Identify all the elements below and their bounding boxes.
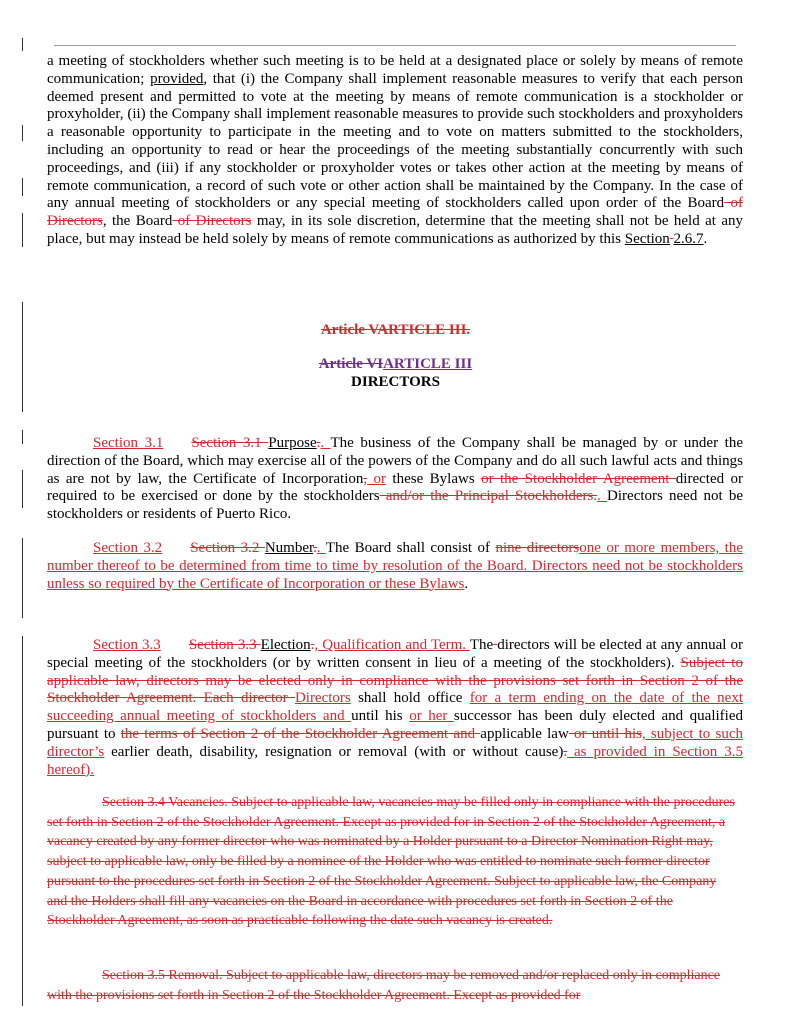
provided-term: provided: [150, 70, 204, 87]
text-run: In the case of any annual meeting of stockholders or any special meeting of stockholders called upon order of the Board: [47, 177, 743, 212]
section-heading: Purpose: [268, 435, 317, 451]
inserted-text: .: [320, 435, 331, 451]
change-bar: [22, 636, 23, 1006]
deleted-text: Section 3.2: [190, 540, 265, 556]
deleted-text: of Directors: [172, 213, 252, 230]
text-run: The business of the Company shall be managed by or under the direction of the Board, which may exercise all of the powers of the Company and do all such lawful acts and things as are not by law, the Certificate of Incorporation: [47, 435, 743, 487]
inserted-text: .: [316, 540, 326, 556]
section-heading: Number: [264, 540, 314, 556]
inserted-text: for a term ending on the date of the next succeeding annual meeting of stockholders and: [47, 690, 743, 725]
text-run: The Board shall consist of: [325, 540, 496, 556]
deleted-text: nine directors: [495, 540, 580, 556]
deleted-text: Section 3.1: [191, 435, 269, 451]
text-run: successor has been duly elected and qualified pursuant to: [47, 708, 743, 742]
inserted-text: .: [597, 488, 608, 505]
text-run: shall hold office: [350, 690, 470, 707]
inserted-text: Section 3.3: [93, 637, 161, 653]
text-run: stockholders (or by written: [191, 654, 366, 671]
deleted-text: ,: [363, 470, 368, 487]
text-run: until his: [351, 708, 410, 725]
text-run: , the: [102, 213, 136, 230]
inserted-text: or her: [409, 708, 454, 725]
section-reference: 2.6.7: [673, 230, 704, 247]
text-run: on matters submitted to the stockholders, including an opportunity to read or hear the proceedings of the meeting substantially concurrently with such proceedings, and (iii) if any stockholder or proxyholder votes or takes other action at the meeting by means of remote communication, a record of such vote or other action shall be maintained by the Company.: [47, 124, 743, 194]
text-run: earlier death, disability, resignation or removal (with or without cause): [104, 743, 564, 760]
section-3-4-deleted: Section 3.4 Vacancies. Subject to applicable law, vacancies may be filled only in compliance with the procedures set forth in Section 2 of the Stockholder Agreement. Except as provided for in Section 2 of the Stockholder Agreement, a vacancy created by any former director who was nominated by a Holder pursuant to a Director Nomination Right may, subject to applicable law, only be filled by a nominee of the Holder who was entitled to nominate such former director pursuant to the procedures set forth in Section 2 of the Stockholder Agreement. Subject to applicable law, the Company and the Holders shall fill any vacancies on the Board in accordance with procedures set forth in Section 2 of the Stockholder Agreement, as soon as practicable following the date such vacancy is created.: [47, 795, 735, 929]
text-run: directors will be elected at any annual or special meeting of the: [47, 637, 744, 671]
change-bar: [22, 178, 23, 196]
text-run: Board: [135, 213, 173, 230]
inserted-text: , subject to such director’s: [47, 725, 743, 760]
text-run: The: [469, 637, 494, 653]
deleted-text: Article VI: [318, 356, 384, 372]
change-bar: [22, 213, 23, 247]
text-run: a meeting of stockholders whether such meeting is to be held at a designated place or solely by means of remote communication;: [47, 53, 743, 87]
section-reference: Section: [624, 230, 670, 247]
deleted-text: Section 3.3: [188, 637, 261, 653]
text-run: Directors need not be stockholders or residents of Puerto Rico.: [47, 488, 743, 523]
section-3-5-deleted: Section 3.5 Removal. Subject to applicable law, directors may be removed and/or replaced only in compliance with the provisions set forth in Section 2 of the Stockholder Agreement. Except as provided for: [47, 968, 721, 1003]
change-bar: [22, 125, 23, 141]
deleted-text: of Directors: [47, 195, 743, 230]
text-run: .: [703, 230, 708, 247]
section-3-3: [47, 637, 743, 779]
deleted-text: or the Stockholder Agreement: [481, 470, 676, 487]
change-bar: [22, 538, 23, 618]
article-title: DIRECTORS: [351, 374, 440, 390]
inserted-text: Section 3.2: [93, 540, 163, 556]
inserted-text: Section 3.1: [93, 435, 164, 451]
inserted-text: one or more members, the number thereof to be determined from time to time by resolution of the Board. Directors need not be stockholders unless so required by the Certificate of Incorporation or these Bylaws: [47, 540, 743, 592]
inserted-text: as provided in Section 3.5 hereof).: [47, 743, 743, 778]
header-rule: [54, 45, 736, 46]
text-run: , that (i) the Company shall implement reasonable measures to verify that each person deemed present and permitted to vote at the meeting by means of remote communication is a stockholder or proxyholder, (ii) the Company shall implement reasonable measures to provide such stockholders and proxyholders a reasonable opportunity to participate in the meeting and to vote: [47, 70, 744, 141]
section-heading: Election: [260, 637, 311, 653]
deleted-text: .: [563, 743, 568, 760]
section-3-2: [47, 540, 743, 593]
text-run: by means of remote communications as authorized by this: [271, 230, 625, 247]
deleted-text: or until his: [568, 725, 642, 742]
inserted-text: ARTICLE III: [383, 356, 473, 372]
text-run: applicable law: [480, 725, 569, 742]
inserted-text: , Qualification and Term.: [314, 637, 470, 653]
deleted-text: Article VARTICLE III.: [320, 322, 471, 338]
deleted-text: and/or the Principal Stockholders.: [379, 488, 598, 505]
text-run: these Bylaws: [386, 470, 482, 487]
text-run: may, in its sole discretion, determine that the meeting shall not be held at any place, but may instead be held solely: [47, 213, 744, 247]
text-run: .: [464, 575, 469, 592]
deleted-text: .: [313, 540, 317, 556]
change-bar: [22, 38, 23, 51]
deleted-text: .: [316, 435, 321, 451]
deleted-text: .: [310, 637, 315, 653]
article-heading-deleted: [0, 322, 791, 339]
change-bar: [22, 470, 23, 508]
article-heading: [0, 356, 791, 373]
section-3-1: [47, 435, 743, 524]
text-run: consent in lieu of a meeting of the stockholders).: [365, 654, 681, 671]
inserted-text: Directors: [294, 690, 351, 707]
change-bar: [22, 430, 23, 444]
inserted-text: or: [367, 470, 387, 487]
deleted-text: the terms of Section 2 of the Stockholder Agreement and: [120, 725, 481, 742]
deleted-text: Subject to applicable law, directors may be elected only in compliance with the provisions set forth in Section 2 of the Stockholder Agreement. Each director: [47, 654, 743, 707]
paragraph-remote-communication: [47, 53, 743, 249]
text-run: directed or required to be exercised or done by the stockholders: [47, 470, 743, 505]
